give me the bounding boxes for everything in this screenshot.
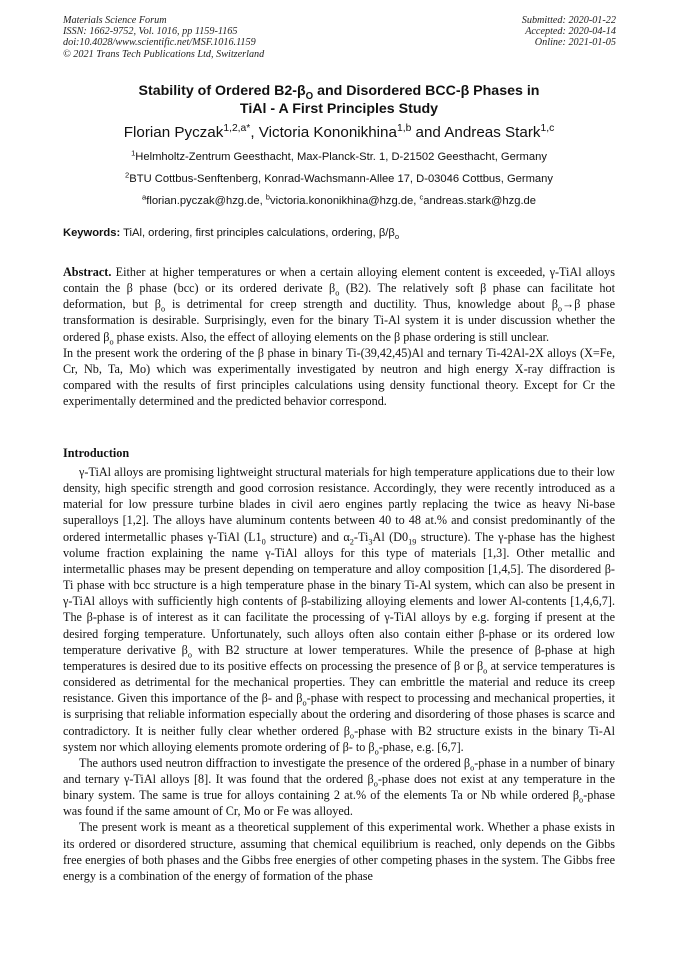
title-line-1: Stability of Ordered $B2-\beta_O$ and Disordered BCC-β Phases in xyxy=(138,83,540,102)
introduction-paragraph-3: The present work is meant as a theoretical supplement of this experimental work. Whether a phase exists in its ordered or disordered structure, assuming that chemical equilibrium is reached, only depends on the Gibbs free energies of both phases and the Gibbs free energies of other competing phases in the system. The Gibbs free energy is a combination of the energy of formation of the phase xyxy=(63,820,615,883)
abstract-paragraph-2: In the present work the ordering of the β phase in binary Ti-(39,42,45)Al and ternary Ti-42Al-2X alloys (X=Fe, Cr, Nb, Ta, Mo) which was experimentally investigated by neutron and high energy X-ray diffraction is compared with the results of first principles calculations using density functional theory. Except for Cr the experimentally determined and the predicted behavior correspond. xyxy=(63,345,615,409)
accepted-date: Accepted: 2020-04-14 xyxy=(525,26,616,38)
affiliation-1: $^1$Helmholtz-Zentrum Geesthacht, Max-Planck-Str. 1, D-21502 Geesthacht, Germany xyxy=(131,148,547,163)
doi-line: doi:10.4028/www.scientific.net/MSF.1016.1159 xyxy=(63,37,256,49)
journal-header xyxy=(63,15,264,60)
introduction-paragraph-2: The authors used neutron diffraction to investigate the presence of the ordered $\beta_o$-phase in a number of binary and ternary γ-TiAl alloys [8]. It was found that the ordered $\beta_o$-phase does not exist at any temperature in the binary system. The same is true for alloys containing 2 at.% of the elements Ta or Nb while ordered $\beta_o$-phase was found if the same amount of Cr, Mo or Fe was alloyed. xyxy=(63,755,615,819)
introduction-paragraph-1: γ-TiAl alloys are promising lightweight structural materials for high temperature applications due to their low density, high specific strength and good corrosion resistance. Accordingly, they were recently introduced as a material for low pressure turbine blades in civil aero engines partly replacing the twice as heavy Ni-base superalloys [1,2]. The alloys have aluminum contents between 40 to 48 at.% and consist predominantly of the ordered intermetallic phases γ-TiAl ($L1_0$ structure) and $\alpha_2-Ti_3Al$ ($D0_{19}$ structure). The γ-phase has the highest volume fraction explaining the name γ-TiAl alloys for this type of materials [1,3]. Other metallic and intermetallic phases may be present depending on temperature and alloy composition [1,4,5]. The disordered β-Ti phase with bcc structure is a high temperature phase in the binary Ti-Al system, which can also be present in γ-TiAl alloys with sufficiently high contents of β-stabilizing alloying elements and lower Al-contents [1,4,6,7]. The β-phase is of interest as it can facilitate the processing of γ-TiAl alloys by e.g. forging if present at the desired forging temperature. Unfortunately, such alloys often also contain either β-phase or its ordered low temperature derivative $\beta_o$ with B2 structure at lower temperatures. While the presence of β-phase at high temperatures is desired due to its positive effects on processing the presence of β or $\beta_o$ at service temperatures is considered as detrimental for the mechanical properties. They can embrittle the material and reduce its creep resistance. Given this importance of the β- and $\beta_o$-phase with respect to processing and mechanical properties, it is surprising that reliable information especially about the ordering and disordering of those phases is scarce and contradictory. It is neither fully clear whether ordered $\beta_o$-phase with B2 structure exists in the binary Ti-Al system nor which alloying elements promote ordering of β- to $\beta_o$-phase, e.g. [6,7]. xyxy=(63,465,616,757)
dates-header xyxy=(522,15,616,49)
keywords-label: Keywords: xyxy=(63,227,121,239)
introduction-body xyxy=(63,464,615,884)
abstract-label: Abstract. xyxy=(63,265,112,279)
author-emails: $^a$florian.pyczak@hzg.de, $^b$victoria.kononikhina@hzg.de, $^c$andreas.stark@hzg.de xyxy=(142,192,536,207)
abstract xyxy=(63,264,615,409)
affiliation-2: $^2$BTU Cottbus-Senftenberg, Konrad-Wachsmann-Allee 17, D-03046 Cottbus, Germany xyxy=(125,170,553,185)
online-date: Online: 2021-01-05 xyxy=(534,37,616,49)
issn-line: ISSN: 1662-9752, Vol. 1016, pp 1159-1165 xyxy=(63,26,238,38)
copyright-line: © 2021 Trans Tech Publications Ltd, Switzerland xyxy=(63,48,265,60)
paper-title xyxy=(40,82,638,118)
abstract-paragraph-1: Abstract. Either at higher temperatures or when a certain alloying element content is exceeded, γ-TiAl alloys contain the β phase (bcc) or its ordered derivate $\beta_o$ (B2). The relatively soft β phase can facilitate hot deformation, but $\beta_o$ is detrimental for creep strength and ductility. Thus, knowledge about $\beta_o\to\beta$ phase transformation is desirable. Surprisingly, even for the binary Ti-Al system it is under discussion whether the ordered $\beta_o$ phase exists. Also, the effect of alloying elements on the β phase ordering is still unclear. xyxy=(63,265,615,347)
keywords: Keywords: TiAl, ordering, first principles calculations, ordering, $\beta/\beta_o$ xyxy=(63,227,400,242)
title-line-2: TiAl - A First Principles Study xyxy=(239,101,439,117)
submitted-date: Submitted: 2020-01-22 xyxy=(521,15,616,26)
journal-name: Materials Science Forum xyxy=(63,15,167,26)
author-list: Florian Pyczak$^{1,2,a*}$, Victoria Kononikhina$^{1,b}$ and Andreas Stark$^{1,c}$ xyxy=(123,122,555,141)
introduction-heading: Introduction xyxy=(63,446,130,460)
